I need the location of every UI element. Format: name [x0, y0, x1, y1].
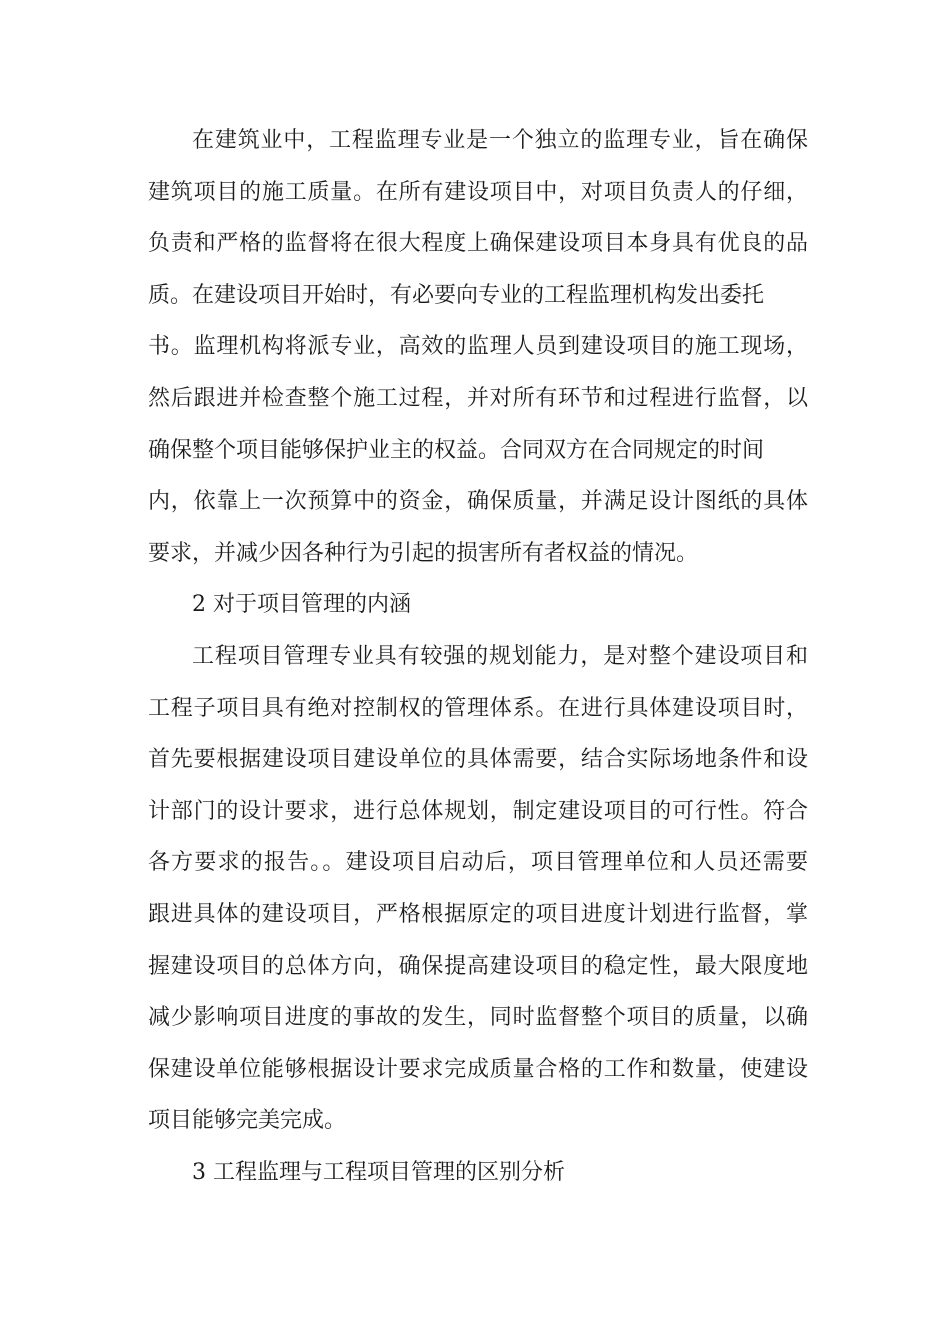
paragraph-line: 工程子项目具有绝对控制权的管理体系。在进行具体建设项目时， [148, 695, 808, 721]
paragraph-line: 项目能够完美完成。 [148, 1108, 347, 1134]
section-heading-2: 2 对于项目管理的内涵 [192, 592, 411, 618]
paragraph-line: 各方要求的报告。。建设项目启动后，项目管理单位和人员还需要 [148, 850, 808, 876]
section-heading-3: 3 工程监理与工程项目管理的区别分析 [192, 1159, 565, 1185]
paragraph-line: 工程项目管理专业具有较强的规划能力，是对整个建设项目和 [192, 643, 808, 669]
paragraph-line: 计部门的设计要求，进行总体规划，制定建设项目的可行性。符合 [148, 798, 808, 824]
paragraph-1 [148, 115, 808, 579]
paragraph-line: 减少影响项目进度的事故的发生，同时监督整个项目的质量，以确 [148, 1005, 808, 1031]
paragraph-line: 要求，并减少因各种行为引起的损害所有者权益的情况。 [148, 540, 699, 566]
paragraph-line: 保建设单位能够根据设计要求完成质量合格的工作和数量，使建设 [148, 1056, 808, 1082]
paragraph-line: 首先要根据建设项目建设单位的具体需要，结合实际场地条件和设 [148, 747, 808, 773]
paragraph-line: 跟进具体的建设项目，严格根据原定的项目进度计划进行监督，掌 [148, 901, 808, 927]
paragraph-line: 然后跟进并检查整个施工过程，并对所有环节和过程进行监督，以 [148, 385, 808, 411]
paragraph-line: 建筑项目的施工质量。在所有建设项目中，对项目负责人的仔细， [148, 179, 808, 205]
paragraph-2 [148, 631, 808, 1147]
paragraph-line: 握建设项目的总体方向，确保提高建设项目的稳定性，最大限度地 [148, 953, 808, 979]
paragraph-line: 确保整个项目能够保护业主的权益。合同双方在合同规定的时间 [148, 437, 765, 463]
body-text [148, 115, 808, 1198]
paragraph-line: 内，依靠上一次预算中的资金，确保质量，并满足设计图纸的具体 [148, 489, 808, 515]
paragraph-line: 质。在建设项目开始时，有必要向专业的工程监理机构发出委托 [148, 282, 765, 308]
paragraph-line: 负责和严格的监督将在很大程度上确保建设项目本身具有优良的品 [148, 231, 808, 257]
paragraph-line: 书。监理机构将派专业，高效的监理人员到建设项目的施工现场， [148, 334, 808, 360]
paragraph-line: 在建筑业中，工程监理专业是一个独立的监理专业，旨在确保 [192, 128, 808, 153]
